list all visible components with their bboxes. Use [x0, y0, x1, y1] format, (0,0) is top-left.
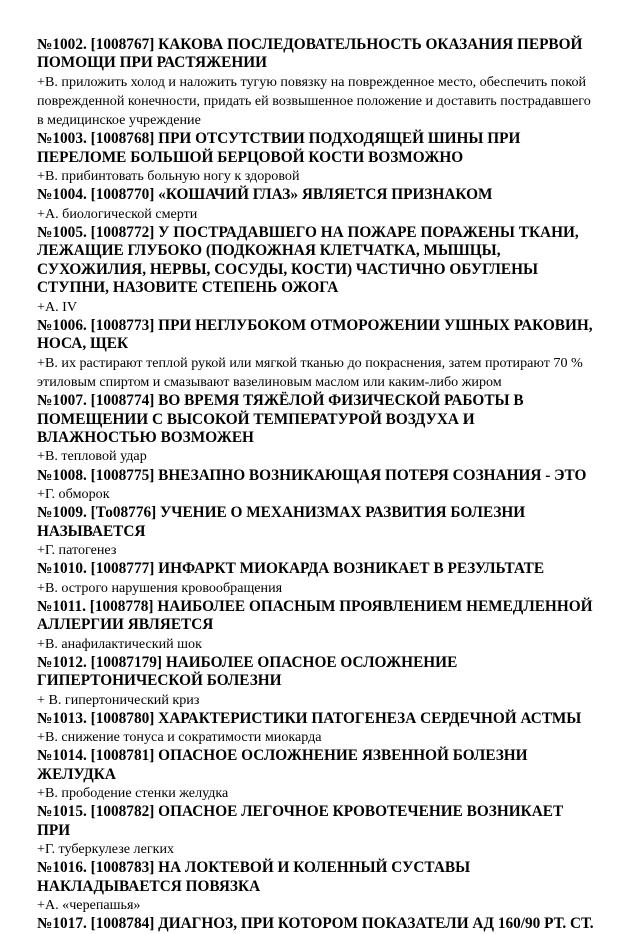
question-item	[37, 803, 597, 859]
answer-text: + В. гипертонический криз	[37, 691, 200, 708]
question-text: №1007. [1008774] ВО ВРЕМЯ ТЯЖЁЛОЙ ФИЗИЧЕСКОЙ РАБОТЫ В ПОМЕЩЕНИИ С ВЫСОКОЙ ТЕМПЕРАТУРОЙ ВОЗДУХА И ВЛАЖНОСТЬЮ ВОЗМОЖЕН	[37, 392, 524, 446]
question-item	[37, 504, 597, 560]
question-item	[37, 654, 597, 710]
question-text: №1004. [1008770] «КОШАЧИЙ ГЛАЗ» ЯВЛЯЕТСЯ ПРИЗНАКОМ	[37, 186, 493, 204]
answer-text: +Г. патогенез	[37, 541, 117, 558]
answer-text: +В. тепловой удар	[37, 448, 147, 465]
question-item	[37, 36, 597, 130]
question-text: №1014. [1008781] ОПАСНОЕ ОСЛОЖНЕНИЕ ЯЗВЕННОЙ БОЛЕЗНИ ЖЕЛУДКА	[37, 747, 528, 783]
answer-text: +А. «черепашья»	[37, 897, 141, 914]
question-text: №1005. [1008772] У ПОСТРАДАВШЕГО НА ПОЖАРЕ ПОРАЖЕНЫ ТКАНИ, ЛЕЖАЩИЕ ГЛУБОКО (ПОДКОЖНАЯ КЛЕТЧАТКА, МЫШЦЫ, СУХОЖИЛИЯ, НЕРВЫ, СОСУДЫ, КОСТИ) ЧАСТИЧНО ОБУГЛЕНЫ СТУПНИ, НАЗОВИТЕ СТЕПЕНЬ ОЖОГА	[37, 224, 579, 297]
question-text: №1016. [1008783] НА ЛОКТЕВОЙ И КОЛЕННЫЙ СУСТАВЫ НАКЛАДЫВАЕТСЯ ПОВЯЗКА	[37, 859, 471, 895]
question-item	[37, 130, 597, 186]
answer-text: +В. острого нарушения кровообращения	[37, 579, 283, 596]
question-text: №1003. [1008768] ПРИ ОТСУТСТВИИ ПОДХОДЯЩЕЙ ШИНЫ ПРИ ПЕРЕЛОМЕ БОЛЬШОЙ БЕРЦОВОЙ КОСТИ ВОЗМОЖНО	[37, 130, 521, 166]
answer-text: +Г. туберкулезе легких	[37, 841, 175, 858]
question-text: №1013. [1008780] ХАРАКТЕРИСТИКИ ПАТОГЕНЕЗА СЕРДЕЧНОЙ АСТМЫ	[37, 709, 582, 727]
question-text: №1008. [1008775] ВНЕЗАПНО ВОЗНИКАЮЩАЯ ПОТЕРЯ СОЗНАНИЯ - ЭТО	[37, 466, 587, 484]
question-text: №1012. [10087179] НАИБОЛЕЕ ОПАСНОЕ ОСЛОЖНЕНИЕ ГИПЕРТОНИЧЕСКОЙ БОЛЕЗНИ	[37, 653, 458, 690]
question-item	[37, 859, 597, 915]
question-item	[37, 467, 597, 505]
answer-text: +Г. обморок	[37, 485, 110, 502]
question-text: №1017. [1008784] ДИАГНОЗ, ПРИ КОТОРОМ ПОКАЗАТЕЛИ АД 160/90 РТ. СТ.	[37, 915, 594, 933]
question-text: №1011. [1008778] НАИБОЛЕЕ ОПАСНЫМ ПРОЯВЛЕНИЕМ НЕМЕДЛЕННОЙ АЛЛЕРГИИ ЯВЛЯЕТСЯ	[37, 597, 593, 634]
question-item	[37, 598, 597, 654]
question-item	[37, 747, 597, 803]
question-text: №1010. [1008777] ИНФАРКТ МИОКАРДА ВОЗНИКАЕТ В РЕЗУЛЬТАТЕ	[37, 560, 545, 578]
answer-text: +В. снижение тонуса и сократимости миокарда	[37, 729, 322, 746]
answer-text: +В. анафилактический шок	[37, 635, 202, 652]
document-page	[37, 36, 597, 934]
answer-text: +В. их растирают теплой рукой или мягкой тканью до покраснения, затем протирают 70 % этиловым спиртом и смазывают вазелиновым маслом или каким-либо жиром	[37, 354, 583, 390]
question-item	[37, 317, 597, 392]
answer-text: +В. прибинтовать больную ногу к здоровой	[37, 168, 300, 185]
question-item	[37, 392, 597, 466]
answer-text: +А. биологической смерти	[37, 205, 198, 222]
question-item	[37, 560, 597, 598]
answer-text: +А. IV	[37, 298, 78, 315]
question-text: №1009. [То08776] УЧЕНИЕ О МЕХАНИЗМАХ РАЗВИТИЯ БОЛЕЗНИ НАЗЫВАЕТСЯ	[37, 504, 526, 540]
answer-text: +В. приложить холод и наложить тугую повязку на поврежденное место, обеспечить покой поврежденной конечности, придать ей возвышенное положение и доставить пострадавшего в медицинское учреждение	[37, 73, 591, 129]
question-item	[37, 915, 597, 933]
question-text: №1006. [1008773] ПРИ НЕГЛУБОКОМ ОТМОРОЖЕНИИ УШНЫХ РАКОВИН, НОСА, ЩЕК	[37, 316, 593, 353]
question-item	[37, 186, 597, 224]
question-text: №1015. [1008782] ОПАСНОЕ ЛЕГОЧНОЕ КРОВОТЕЧЕНИЕ ВОЗНИКАЕТ ПРИ	[37, 803, 564, 839]
question-text: №1002. [1008767] КАКОВА ПОСЛЕДОВАТЕЛЬНОСТЬ ОКАЗАНИЯ ПЕРВОЙ ПОМОЩИ ПРИ РАСТЯЖЕНИИ	[37, 36, 583, 72]
answer-text: +В. прободение стенки желудка	[37, 785, 229, 802]
question-item	[37, 224, 597, 317]
question-item	[37, 710, 597, 748]
